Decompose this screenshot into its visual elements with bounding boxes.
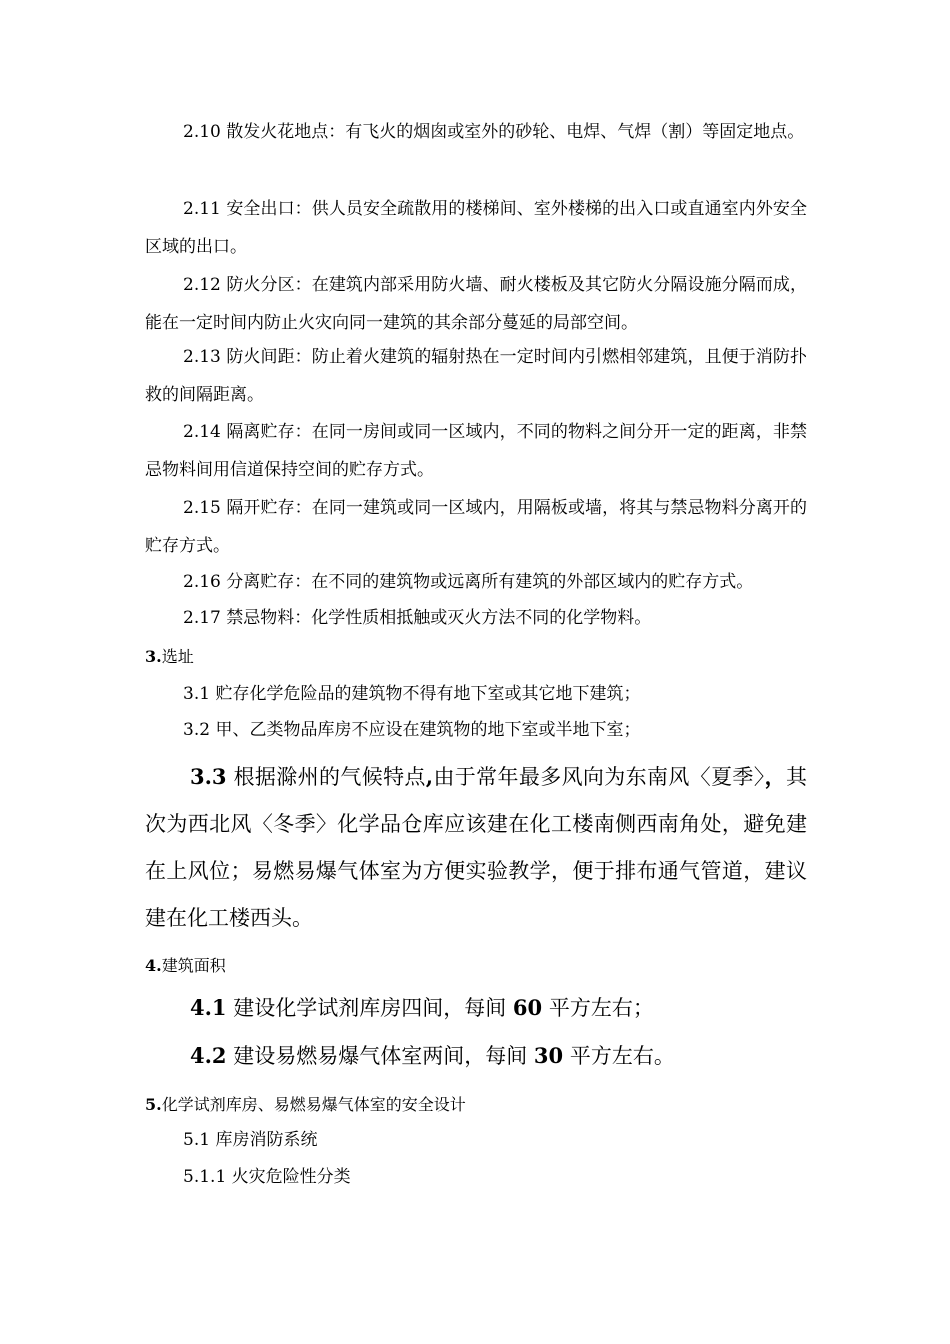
definition-2-17: 2.17 禁忌物料：化学性质相抵触或灭火方法不同的化学物料。 [183,608,652,628]
item-4-2-text-a: 建设易燃易爆气体室两间，每间 [226,1044,534,1068]
item-3-3-comma: , [425,764,434,789]
item-3-3-text-b: 由于常年最多风向为东南风〈夏季〉 [433,765,765,789]
definition-2-12: 2.12 防火分区：在建筑内部采用防火墙、耐火楼板及其它防火分隔设施分隔而成，能在一定时间内防止火灾向同一建筑的其余部分蔓延的局部空间。 [145,275,807,333]
section-3-title: 选址 [161,647,194,666]
section-4-heading [145,955,226,977]
item-5-1: 5.1 库房消防系统 [183,1130,318,1150]
item-4-2-value: 30 [533,1043,564,1068]
item-4-2 [190,1042,675,1070]
definition-2-16: 2.16 分离贮存：在不同的建筑物或远离所有建筑的外部区域内的贮存方式。 [183,572,754,592]
item-4-2-number: 4.2 [190,1043,227,1068]
item-3-3-comma2: ， [764,764,786,789]
item-4-1-value: 60 [512,995,543,1020]
item-3-1: 3.1 贮存化学危险品的建筑物不得有地下室或其它地下建筑； [183,684,641,704]
definition-2-10: 2.10 散发火花地点：有飞火的烟囱或室外的砂轮、电焊、气焊（割）等固定地点。 [183,122,805,142]
item-3-2: 3.2 甲、乙类物品库房不应设在建筑物的地下室或半地下室； [183,720,641,740]
section-4-number: 4. [145,956,162,975]
item-3-3-number: 3.3 [190,764,227,789]
definition-2-14: 2.14 隔离贮存：在同一房间或同一区域内，不同的物料之间分开一定的距离，非禁忌物料间用信道保持空间的贮存方式。 [145,422,807,480]
section-5-number: 5. [145,1095,162,1114]
section-3-heading [145,646,194,668]
section-3-number: 3. [145,647,162,666]
item-4-1-text-b: 平方左右； [542,996,654,1020]
item-3-3-text-c: 其次为西北风〈冬季〉化学品仓库应该建在化工楼南侧西南角处，避免建在上风位；易燃易爆气体室为方便实验教学，便于排布通气管道，建议建在化工楼西头。 [145,765,807,930]
item-4-1-text-a: 建设化学试剂库房四间，每间 [226,996,513,1020]
definition-2-15: 2.15 隔开贮存：在同一建筑或同一区域内，用隔板或墙，将其与禁忌物料分离开的贮存方式。 [145,498,807,556]
item-3-3-text-a: 根据滁州的气候特点 [226,765,426,789]
definition-2-11: 2.11 安全出口：供人员安全疏散用的楼梯间、室外楼梯的出入口或直通室内外安全区域的出口。 [145,199,807,257]
item-4-1 [190,994,654,1022]
item-5-1-1: 5.1.1 火灾危险性分类 [183,1167,351,1187]
item-4-1-number: 4.1 [190,995,227,1020]
section-4-title: 建筑面积 [161,956,226,975]
definition-2-13: 2.13 防火间距：防止着火建筑的辐射热在一定时间内引燃相邻建筑，且便于消防扑救的间隔距离。 [145,347,807,405]
section-5-heading [145,1094,466,1116]
item-3-3 [145,753,807,942]
item-4-2-text-b: 平方左右。 [563,1044,675,1068]
section-5-title: 化学试剂库房、易燃易爆气体室的安全设计 [161,1095,466,1114]
